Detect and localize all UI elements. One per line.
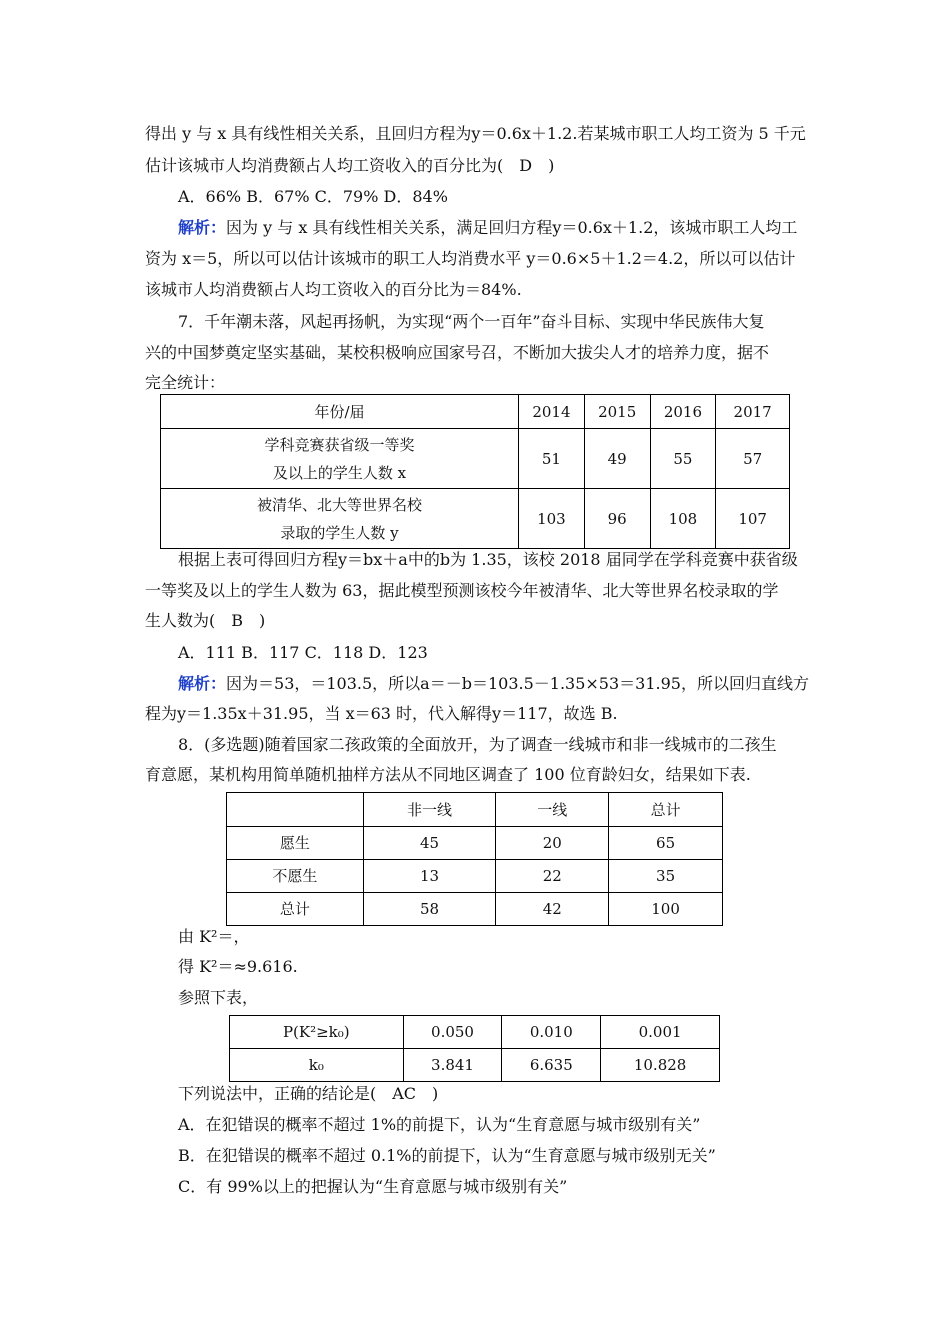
table-cell: 108 [650, 489, 716, 549]
table-row [227, 827, 723, 860]
table-row [161, 489, 790, 549]
table-cell: 35 [609, 860, 723, 893]
q6-analysis-line-1: 解析：因为 y 与 x 具有线性相关关系，满足回归方程y＝0.6x＋1.2，该城市职工人均工 [178, 218, 798, 237]
table-header-cell: 非一线 [363, 793, 496, 827]
table-cell: 51 [519, 429, 585, 489]
table-cell: 10.828 [601, 1049, 720, 1082]
table-row [227, 793, 723, 827]
table-cell: 96 [584, 489, 650, 549]
table-cell: 100 [609, 893, 723, 926]
q6-analysis-line-2: 资为 x＝5，所以可以估计该城市的职工人均消费水平 y＝0.6×5＋1.2＝4.2，所以可以估计 [145, 249, 796, 268]
table-cell: 42 [496, 893, 609, 926]
table-cell: 107 [716, 489, 790, 549]
table-header-cell [227, 793, 364, 827]
q7-after-2: 一等奖及以上的学生人数为 63，据此模型预测该校今年被清华、北大等世界名校录取的学 [145, 581, 779, 600]
table-row [230, 1016, 720, 1049]
table-cell: 65 [609, 827, 723, 860]
table-cell: 0.010 [502, 1016, 601, 1049]
q6-analysis-line-3: 该城市人均消费额占人均工资收入的百分比为＝84%. [145, 280, 522, 299]
q8-k2-formula: 由 K²＝， [178, 927, 250, 946]
q8-line-2: 育意愿，某机构用简单随机抽样方法从不同地区调查了 100 位育龄妇女，结果如下表. [145, 765, 751, 784]
table-header-cell: 总计 [609, 793, 723, 827]
q8-k2-result: 得 K²＝≈9.616. [178, 957, 298, 976]
table-cell: 49 [584, 429, 650, 489]
q8-option-c: C．有 99%以上的把握认为“生育意愿与城市级别有关” [178, 1177, 568, 1196]
table-row-label: 不愿生 [227, 860, 364, 893]
table-row-label: P(K²≥k₀) [230, 1016, 404, 1049]
q7-analysis-line-2: 程为y＝1.35x＋31.95，当 x＝63 时，代入解得y＝117，故选 B. [145, 704, 618, 723]
table-row [230, 1049, 720, 1082]
q8-question: 下列说法中，正确的结论是( AC ) [178, 1084, 439, 1103]
table-row [161, 395, 790, 429]
table-row-label: 被清华、北大等世界名校 录取的学生人数 y [161, 489, 519, 549]
table-row-label: 总计 [227, 893, 364, 926]
table-cell: 45 [363, 827, 496, 860]
table-row-label: k₀ [230, 1049, 404, 1082]
table-cell: 57 [716, 429, 790, 489]
table-cell: 0.050 [403, 1016, 502, 1049]
table-row [227, 860, 723, 893]
q8-reference-intro: 参照下表， [178, 988, 259, 1007]
table-row-label: 愿生 [227, 827, 364, 860]
table-cell: 3.841 [403, 1049, 502, 1082]
q7-after-1: 根据上表可得回归方程y＝bx＋a中的b为 1.35，该校 2018 届同学在学科竞赛中获省级 [178, 550, 798, 569]
analysis-label: 解析： [178, 218, 227, 237]
q7-data-table [160, 394, 790, 549]
q7-after-3: 生人数为( B ) [145, 611, 266, 630]
q7-line-1: 7．千年潮未落，风起再扬帆，为实现“两个一百年”奋斗目标、实现中华民族伟大复 [178, 312, 765, 331]
table-header-cell: 2017 [716, 395, 790, 429]
q8-contingency-table [226, 792, 723, 926]
table-cell: 103 [519, 489, 585, 549]
q6-options: A．66% B．67% C．79% D．84% [178, 187, 448, 206]
table-cell: 58 [363, 893, 496, 926]
q7-line-2: 兴的中国梦奠定坚实基础，某校积极响应国家号召，不断加大拔尖人才的培养力度，据不 [145, 343, 770, 362]
table-row-label: 学科竞赛获省级一等奖 及以上的学生人数 x [161, 429, 519, 489]
q7-line-3: 完全统计： [145, 373, 226, 392]
table-row [227, 893, 723, 926]
table-header-cell: 2015 [584, 395, 650, 429]
q7-options: A．111 B．117 C．118 D．123 [178, 643, 428, 662]
table-cell: 22 [496, 860, 609, 893]
q6-line-2: 估计该城市人均消费额占人均工资收入的百分比为( D ) [145, 156, 555, 175]
table-cell: 20 [496, 827, 609, 860]
table-cell: 13 [363, 860, 496, 893]
analysis-label: 解析： [178, 674, 227, 693]
table-header-cell: 2016 [650, 395, 716, 429]
table-cell: 55 [650, 429, 716, 489]
q8-option-a: A．在犯错误的概率不超过 1%的前提下，认为“生育意愿与城市级别有关” [178, 1115, 701, 1134]
table-header-cell: 年份/届 [161, 395, 519, 429]
table-header-cell: 2014 [519, 395, 585, 429]
table-cell: 6.635 [502, 1049, 601, 1082]
q8-critical-value-table [229, 1015, 720, 1082]
table-row [161, 429, 790, 489]
q8-line-1: 8．(多选题)随着国家二孩政策的全面放开，为了调查一线城市和非一线城市的二孩生 [178, 735, 777, 754]
q8-option-b: B．在犯错误的概率不超过 0.1%的前提下，认为“生育意愿与城市级别无关” [178, 1146, 716, 1165]
table-header-cell: 一线 [496, 793, 609, 827]
table-cell: 0.001 [601, 1016, 720, 1049]
q6-line-1: 得出 y 与 x 具有线性相关关系，且回归方程为y＝0.6x＋1.2.若某城市职工人均工资为 5 千元 [145, 124, 806, 143]
q7-analysis-line-1: 解析：因为＝53，＝103.5，所以a＝－b＝103.5－1.35×53＝31.95，所以回归直线方 [178, 674, 809, 693]
